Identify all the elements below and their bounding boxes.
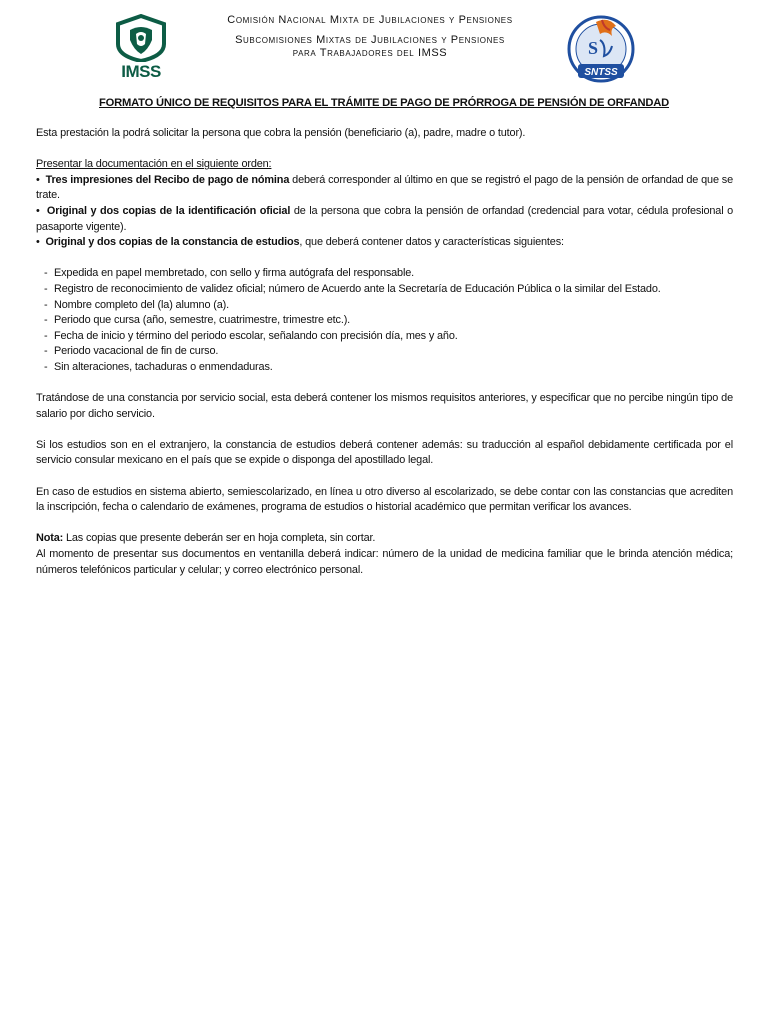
note-paragraph: [36, 531, 733, 547]
abroad-studies-paragraph: Si los estudios son en el extranjero, la constancia de estudios deberá contener además: su traducción al español debidamente certificada por el servicio consular mexicano en el país que se expide o disponga del apostillado legal.: [36, 438, 733, 467]
bullet-identification-text: de la persona que cobra la pensión de orfandad (credencial para votar, cédula profesional o pasaporte vigente).: [36, 204, 733, 233]
list-item: - Sin alteraciones, tachaduras o enmendaduras.: [44, 360, 273, 373]
bullet-study-certificate-text: , que deberá contener datos y características siguientes:: [299, 236, 564, 249]
list-item: - Nombre completo del (la) alumno (a).: [44, 298, 229, 311]
intro-paragraph: Esta prestación la podrá solicitar la persona que cobra la pensión (beneficiario (a), padre, madre o tutor).: [36, 127, 526, 139]
requirements-list: [36, 266, 733, 375]
bullet-receipt: [36, 173, 733, 204]
note-text: Las copias que presente deberán ser en hoja completa, sin cortar.: [63, 532, 376, 545]
documentation-heading: Presentar la documentación en el siguiente orden:: [36, 158, 272, 171]
social-service-paragraph: Tratándose de una constancia por servicio social, esta deberá contener los mismos requisitos anteriores, y especificar que no percibe ningún tipo de salario por dicho servicio.: [36, 392, 733, 420]
window-submission-paragraph: Al momento de presentar sus documentos en ventanilla deberá indicar: número de la unidad de medicina familiar que le brinda atención médica; números telefónicos particular y celular; y correo electrónico personal.: [36, 548, 733, 576]
bullet-marker: •: [36, 236, 40, 249]
imss-eagle-icon: [112, 14, 170, 62]
bullet-study-certificate-bold: Original y dos copias de la constancia de estudios: [45, 236, 300, 249]
document-body: [36, 126, 733, 578]
bullet-receipt-bold: Tres impresiones del Recibo de pago de nómina: [45, 173, 290, 186]
open-system-paragraph: En caso de estudios en sistema abierto, semiescolarizado, en línea u otro diverso al escolarizado, se debe contar con las constancias que acrediten la inscripción, fecha o calendario de exámenes, programa de estudios o historial académico que permitan verificar los avances.: [36, 485, 733, 514]
imss-logo-text: IMSS: [121, 62, 161, 81]
list-item: - Expedida en papel membretado, con sello y firma autógrafa del responsable.: [44, 267, 415, 280]
note-label: Nota:: [36, 532, 64, 545]
list-item: - Periodo vacacional de fin de curso.: [44, 345, 219, 358]
list-item: - Registro de reconocimiento de validez oficial; número de Acuerdo ante la Secretaría de Educación Pública o la similar del Estado.: [44, 282, 661, 295]
svg-text:S: S: [588, 38, 599, 58]
header-workers: para Trabajadores del IMSS: [292, 47, 448, 59]
list-item: - Fecha de inicio y término del periodo escolar, señalando con precisión día, mes y año.: [44, 329, 458, 342]
sntss-logo-text: SNTSS: [584, 67, 618, 78]
list-item: - Periodo que cursa (año, semestre, cuatrimestre, trimestre etc.).: [44, 314, 351, 327]
imss-logo: [112, 14, 170, 82]
bullet-identification-bold: Original y dos copias de la identificación oficial: [46, 204, 291, 217]
header-text: [180, 14, 560, 60]
document-title: FORMATO ÚNICO DE REQUISITOS PARA EL TRÁMITE DE PAGO DE PRÓRROGA DE PENSIÓN DE ORFANDAD: [99, 97, 669, 109]
bullet-marker: •: [36, 173, 40, 186]
bullet-identification: [36, 204, 733, 235]
header-subcommission: Subcomisiones Mixtas de Jubilaciones y Pensiones: [235, 34, 505, 46]
sntss-seal-icon: [566, 14, 636, 84]
bullet-study-certificate: [36, 235, 733, 251]
sntss-logo: [566, 14, 636, 84]
bullet-receipt-text: deberá corresponder al último en que se registró el pago de la pensión de orfandad de que se trate.: [36, 173, 733, 202]
header-commission: Comisión Nacional Mixta de Jubilaciones y Pensiones: [227, 14, 513, 26]
bullet-marker: •: [36, 204, 40, 217]
